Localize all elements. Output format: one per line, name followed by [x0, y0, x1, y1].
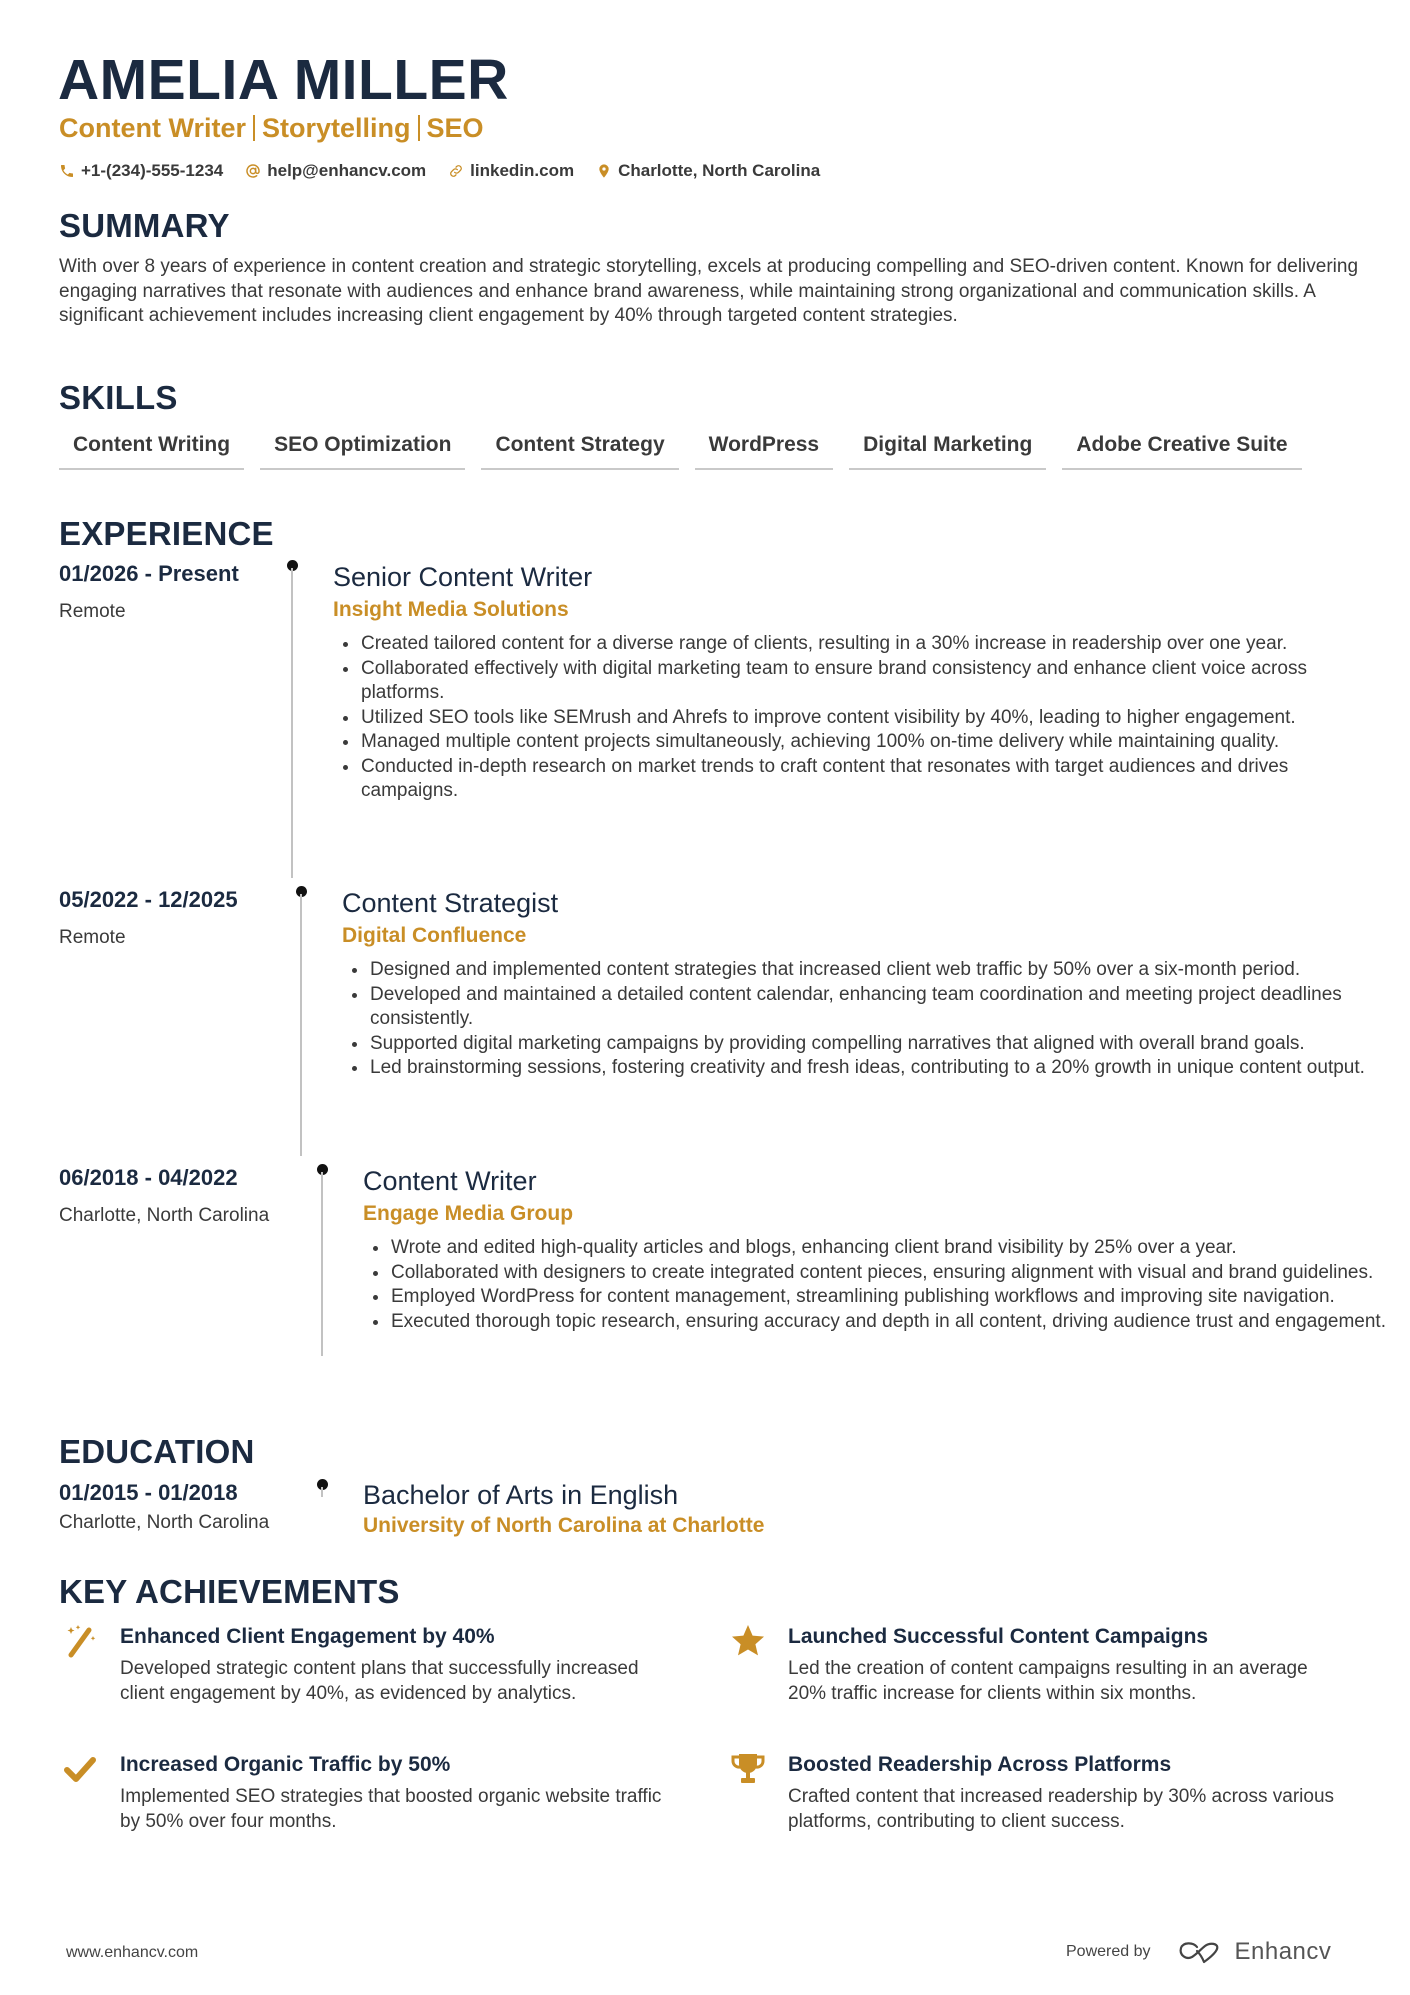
- trophy-icon: [730, 1751, 766, 1787]
- job-dates: 06/2018 - 04/2022: [59, 1165, 238, 1190]
- achievement-item: [60, 1751, 670, 1834]
- job-company: Engage Media Group: [363, 1202, 574, 1225]
- achievements-heading: KEY ACHIEVEMENTS: [59, 1573, 400, 1610]
- job-company: Insight Media Solutions: [333, 598, 569, 621]
- job-bullet: Supported digital marketing campaigns by providing compelling narratives that aligned with overall brand goals.: [342, 1032, 1382, 1057]
- achievement-title: Increased Organic Traffic by 50%: [120, 1753, 451, 1776]
- contact-email[interactable]: [245, 158, 426, 184]
- job-bullet: Conducted in-depth research on market trends to craft content that resonates with target audiences and drives campaigns.: [333, 755, 1373, 804]
- linkedin-text: linkedin.com: [470, 161, 575, 180]
- skill-tag: WordPress: [695, 432, 834, 470]
- link-icon: [448, 163, 464, 179]
- job-company: Digital Confluence: [342, 924, 527, 947]
- magic-wand-icon: [62, 1623, 98, 1659]
- subtitle-part: Content Writer: [59, 113, 246, 143]
- achievement-desc: Implemented SEO strategies that boosted organic website traffic by 50% over four months.: [120, 1786, 662, 1832]
- timeline-line: [291, 568, 293, 878]
- skills-list: [59, 432, 1302, 470]
- job-location: Remote: [59, 601, 126, 622]
- education-degree: Bachelor of Arts in English: [363, 1480, 679, 1510]
- phone-icon: [59, 163, 75, 179]
- job-bullet: Created tailored content for a diverse range of clients, resulting in a 30% increase in readership over one year.: [333, 632, 1373, 657]
- job-bullet: Managed multiple content projects simultaneously, achieving 100% on-time delivery while maintaining quality.: [333, 730, 1373, 755]
- job-location: Charlotte, North Carolina: [59, 1205, 270, 1226]
- skill-tag: Adobe Creative Suite: [1062, 432, 1301, 470]
- enhancv-logo-icon: [1177, 1939, 1223, 1965]
- subtitle-separator: [418, 115, 420, 141]
- skill-tag: Digital Marketing: [849, 432, 1046, 470]
- job-dates: 01/2026 - Present: [59, 561, 239, 586]
- email-text: help@enhancv.com: [267, 161, 427, 180]
- job-bullet: Utilized SEO tools like SEMrush and Ahrefs to improve content visibility by 40%, leading to higher engagement.: [333, 706, 1373, 731]
- skill-tag: SEO Optimization: [260, 432, 465, 470]
- phone-text: +1-(234)-555-1234: [81, 161, 224, 180]
- location-text: Charlotte, North Carolina: [618, 161, 821, 180]
- achievement-desc: Developed strategic content plans that successfully increased client engagement by 40%, as evidenced by analytics.: [120, 1658, 639, 1704]
- achievement-title: Enhanced Client Engagement by 40%: [120, 1625, 495, 1648]
- job-dates: 05/2022 - 12/2025: [59, 887, 238, 912]
- checkmark-icon: [62, 1751, 98, 1787]
- job-title: Content Writer: [363, 1166, 537, 1196]
- education-meta: [59, 1479, 289, 1535]
- skill-tag: Content Writing: [59, 432, 244, 470]
- contact-location: [596, 158, 820, 184]
- achievement-item: [728, 1751, 1338, 1834]
- job-title: Senior Content Writer: [333, 562, 593, 592]
- job-entry: [342, 886, 1382, 1081]
- summary-text: With over 8 years of experience in content creation and strategic storytelling, excels at producing compelling and SEO-driven content. Known for delivering engaging narratives that resonate with audiences and enhance brand awareness, while maintaining strong organizational and communication skills. A significant achievement includes increasing client engagement by 40% through targeted content strategies.: [59, 256, 1359, 326]
- job-entry: [333, 560, 1373, 804]
- education-dates: 01/2015 - 01/2018: [59, 1480, 238, 1505]
- subtitle-part: Storytelling: [262, 113, 411, 143]
- education-entry: [363, 1478, 1403, 1540]
- timeline-line: [321, 1487, 323, 1497]
- contact-phone[interactable]: [59, 158, 223, 184]
- experience-heading: EXPERIENCE: [59, 515, 274, 552]
- job-bullet: Executed thorough topic research, ensuring accuracy and depth in all content, driving audience trust and engagement.: [363, 1310, 1403, 1335]
- achievement-title: Launched Successful Content Campaigns: [788, 1625, 1209, 1648]
- achievement-desc: Crafted content that increased readership by 30% across various platforms, contributing to client success.: [788, 1786, 1335, 1832]
- education-heading: EDUCATION: [59, 1433, 255, 1470]
- job-bullet: Collaborated with designers to create integrated content pieces, ensuring alignment with visual and brand guidelines.: [363, 1261, 1403, 1286]
- job-title: Content Strategist: [342, 888, 559, 918]
- job-entry: [363, 1164, 1403, 1334]
- job-bullet: Collaborated effectively with digital marketing team to ensure brand consistency and enhance client voice across platforms.: [333, 657, 1373, 706]
- timeline-line: [321, 1172, 323, 1356]
- summary-heading: SUMMARY: [59, 207, 230, 244]
- skills-heading: SKILLS: [59, 379, 178, 416]
- location-pin-icon: [596, 163, 612, 179]
- job-bullet: Developed and maintained a detailed content calendar, enhancing team coordination and meeting project deadlines consistently.: [342, 983, 1382, 1032]
- candidate-name: AMELIA MILLER: [58, 48, 509, 112]
- at-icon: [245, 163, 261, 179]
- contact-linkedin[interactable]: [448, 158, 574, 184]
- job-meta: [59, 1164, 289, 1228]
- subtitle-part: SEO: [426, 113, 484, 143]
- job-subtitle: [59, 110, 484, 146]
- achievement-item: [60, 1623, 670, 1706]
- job-bullet: Wrote and edited high-quality articles and blogs, enhancing client brand visibility by 25% over a year.: [363, 1236, 1403, 1261]
- job-bullet: Led brainstorming sessions, fostering creativity and fresh ideas, contributing to a 20% growth in unique content output.: [342, 1056, 1382, 1081]
- achievement-title: Boosted Readership Across Platforms: [788, 1753, 1172, 1776]
- subtitle-separator: [253, 115, 255, 141]
- contact-row: [59, 158, 820, 184]
- skill-tag: Content Strategy: [481, 432, 678, 470]
- achievement-item: [728, 1623, 1338, 1706]
- footer-website-link[interactable]: www.enhancv.com: [66, 1944, 199, 1961]
- enhancv-logo[interactable]: [1177, 1938, 1332, 1966]
- job-bullet: Employed WordPress for content management, streamlining publishing workflows and improving site navigation.: [363, 1285, 1403, 1310]
- job-bullets: [333, 632, 1373, 804]
- job-location: Remote: [59, 927, 126, 948]
- footer-branding: [1066, 1938, 1331, 1966]
- job-meta: [59, 886, 289, 950]
- job-bullet: Designed and implemented content strategies that increased client web traffic by 50% over a six-month period.: [342, 958, 1382, 983]
- job-meta: [59, 560, 289, 624]
- job-bullets: [342, 958, 1382, 1081]
- education-location: Charlotte, North Carolina: [59, 1512, 270, 1533]
- powered-by-label: Powered by: [1066, 1943, 1151, 1960]
- star-icon: [730, 1623, 766, 1659]
- brand-name: Enhancv: [1234, 1938, 1332, 1965]
- achievement-desc: Led the creation of content campaigns resulting in an average 20% traffic increase for clients within six months.: [788, 1658, 1308, 1704]
- job-bullets: [363, 1236, 1403, 1334]
- education-school: University of North Carolina at Charlotte: [363, 1514, 765, 1537]
- timeline-line: [300, 894, 302, 1156]
